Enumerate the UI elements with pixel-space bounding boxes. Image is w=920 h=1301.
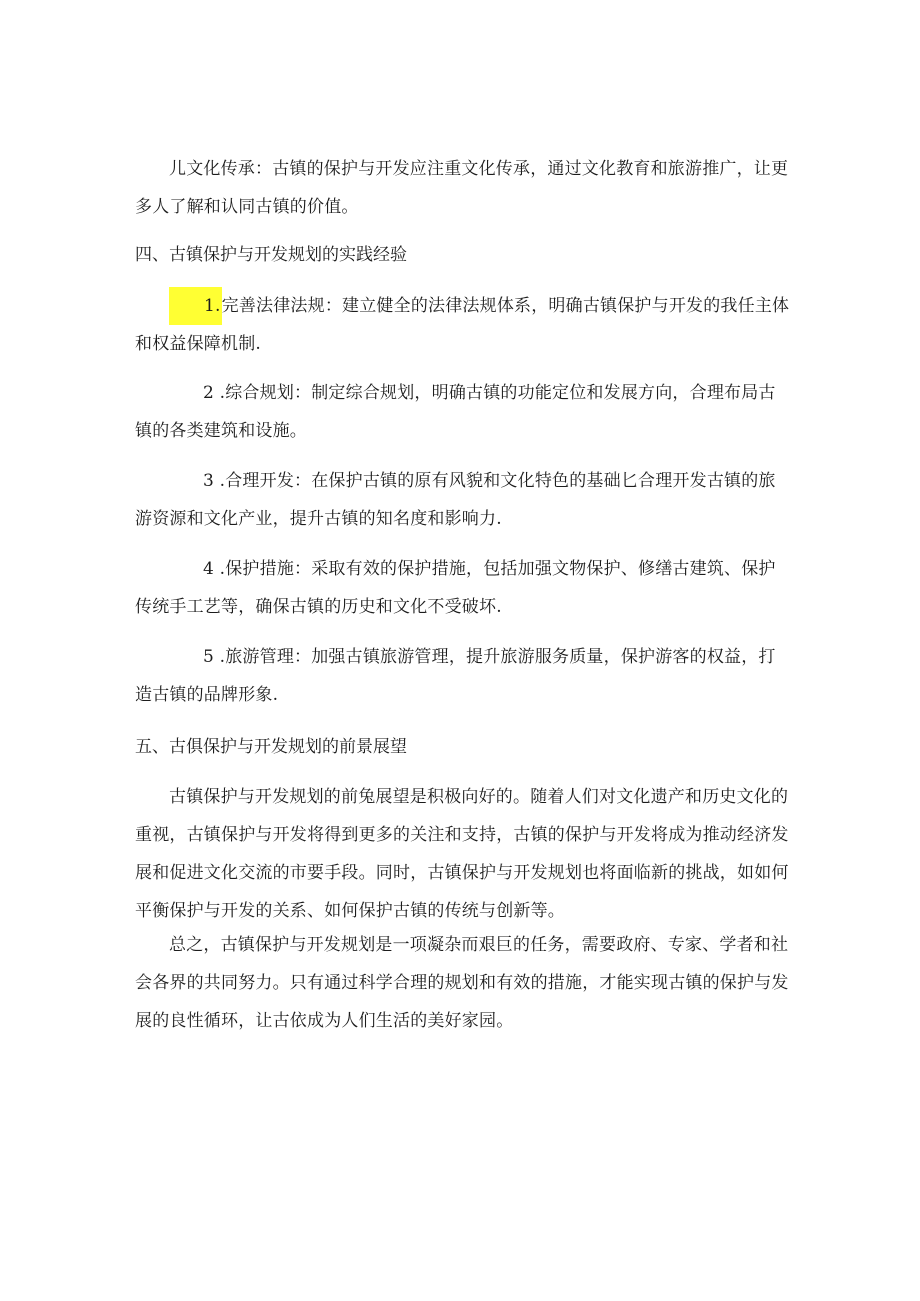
list-item-4 [135, 550, 790, 626]
list-item-text: 综合规划：制定综合规划，明确古镇的功能定位和发展方向，合理布局古镇的各类建筑和设施。 [135, 383, 776, 441]
paragraph-summary [135, 926, 790, 1040]
list-item-3 [135, 462, 790, 538]
paragraph-outlook [135, 778, 790, 930]
list-number: 4 . [203, 559, 226, 579]
paragraph-text: 古镇保护与开发规划的前兔展望是积极向好的。随着人们对文化遗产和历史文化的重视，古镇保护与开发将得到更多的关注和支持，古镇的保护与开发将成为推动经济发展和促进文化交流的市要手段。同时，古镇保护与开发规划也将面临新的挑战，如如何平衡保护与开发的关系、如何保护古镇的传统与创新等。 [135, 787, 789, 921]
list-item-text: 旅游管理：加强古镇旅游管理，提升旅游服务质量，保护游客的权益，打造古镇的品牌形象. [135, 647, 776, 705]
section-heading-5: 五、古俱保护与开发规划的前景展望 [135, 737, 407, 757]
paragraph-culture-heritage [135, 150, 790, 226]
list-item-1 [135, 287, 790, 363]
paragraph-text: 总之，古镇保护与开发规划是一项凝杂而艰巨的任务，需要政府、专家、学者和社会各界的共同努力。只有通过科学合理的规划和有效的措施，才能实现古镇的保护与发展的良性循环，让古依成为人们生活的美好家园。 [135, 935, 789, 1031]
list-number: 5 . [203, 647, 226, 667]
list-item-text: 保护措施：采取有效的保护措施，包括加强文物保护、修缮古建筑、保护传统手工艺等，确保古镇的历史和文化不受破坏. [135, 559, 776, 617]
list-item-2 [135, 374, 790, 450]
paragraph-text: 儿文化传承：古镇的保护与开发应注重文化传承，通过文化教育和旅游推广，让更多人了解和认同古镇的价值。 [135, 159, 789, 217]
list-item-text: 完善法律法规：建立健全的法律法规体系，明确古镇保护与开发的我任主体和权益保障机制. [135, 296, 790, 354]
list-number: 2 . [203, 383, 226, 403]
section-heading-4: 四、古镇保护与开发规划的实践经验 [135, 245, 407, 265]
list-item-5 [135, 638, 790, 714]
list-item-text: 合理开发：在保护古镇的原有风貌和文化特色的基础匕合理开发古镇的旅游资源和文化产业，提升古镇的知名度和影响力. [135, 471, 776, 529]
list-number: 3 . [203, 471, 226, 491]
list-number-highlighted: 1. [169, 287, 222, 325]
